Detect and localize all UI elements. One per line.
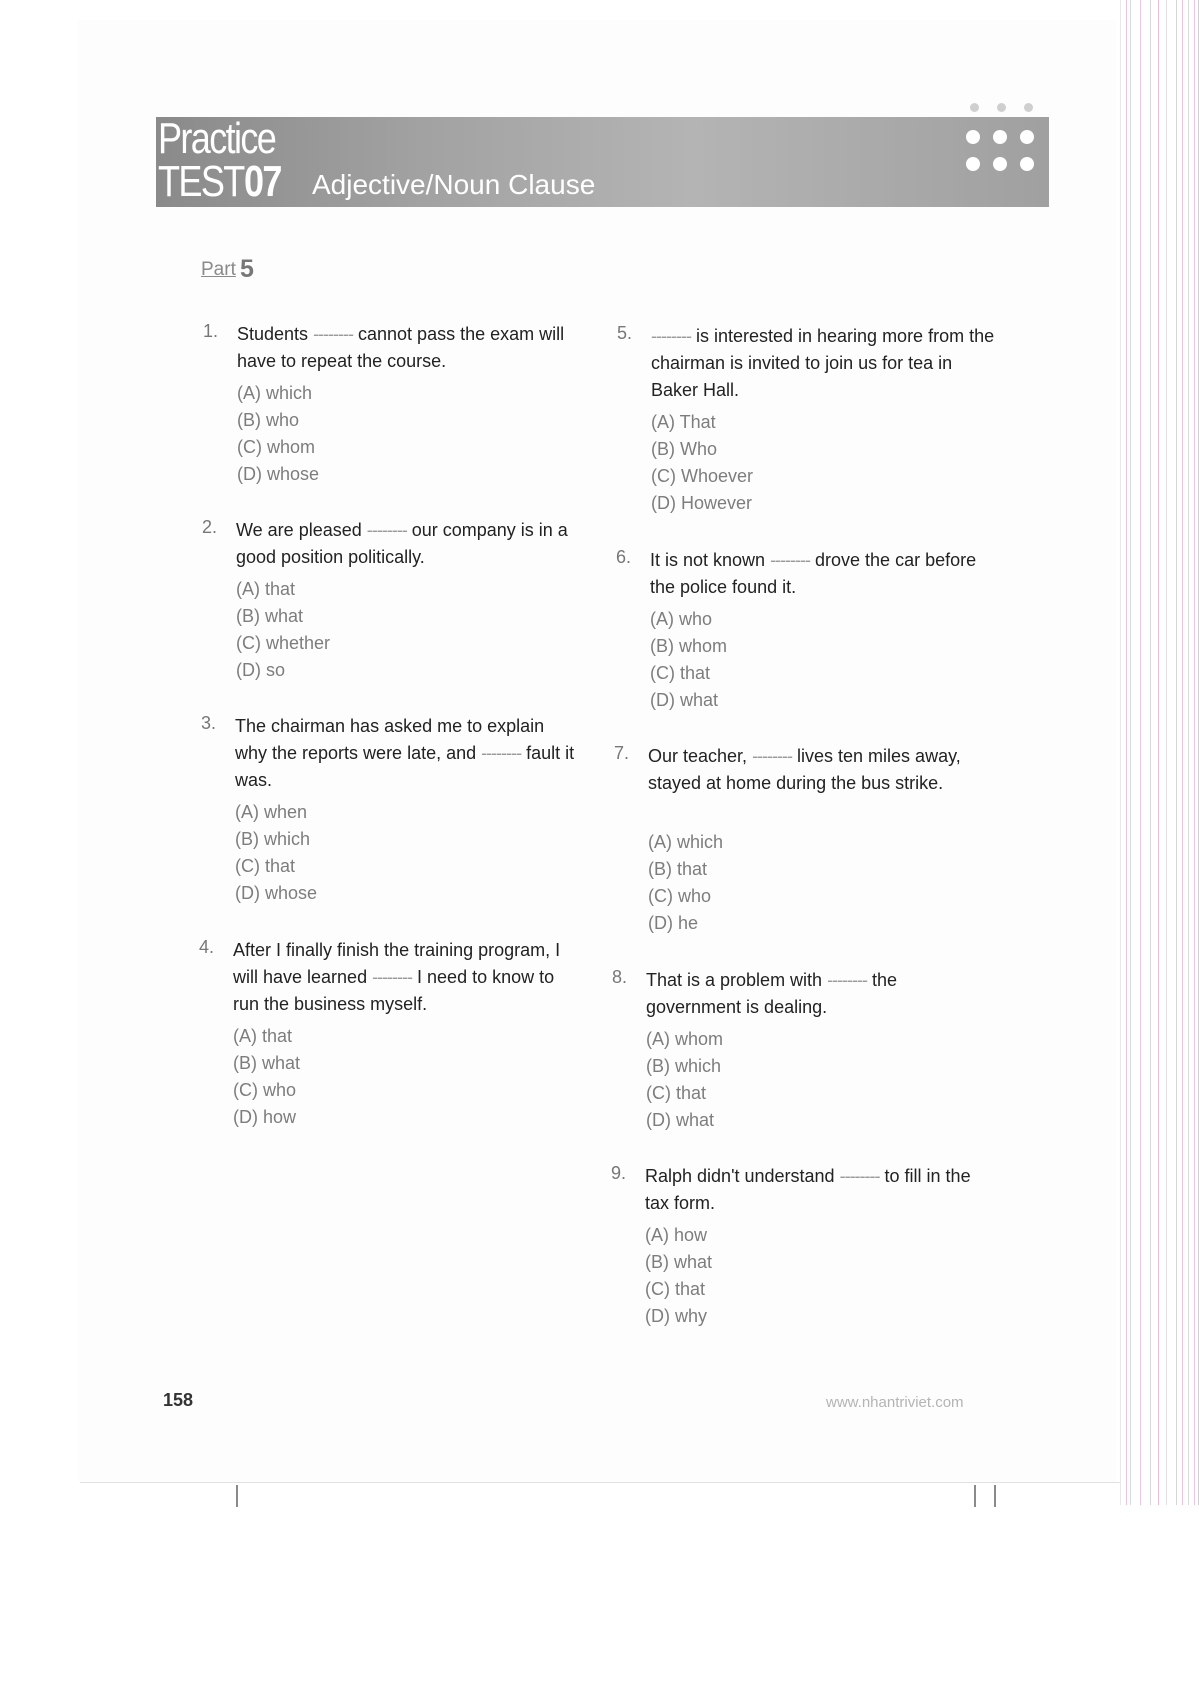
option-a[interactable]: (A) That [651,412,716,432]
answer-options [237,380,319,488]
answer-options [235,799,317,907]
option-b[interactable]: (B) which [646,1056,722,1076]
header-subtitle: Adjective/Noun Clause [312,169,596,200]
question-text [645,1163,990,1217]
answer-blank: -------- [313,324,354,344]
answer-blank: -------- [827,970,868,990]
question-number: 5. [617,323,633,343]
option-a[interactable]: (A) who [650,609,713,629]
option-c[interactable]: (C) that [650,663,711,683]
question-text-before: Ralph didn't understand [645,1166,840,1186]
option-b[interactable]: (B) who [237,410,300,430]
option-d[interactable]: (D) he [648,913,699,933]
option-b[interactable]: (B) whom [650,636,728,656]
option-d[interactable]: (D) whose [237,464,320,484]
question-text-before: It is not known [650,550,771,570]
question-text [650,547,995,601]
question-text-before: That is a problem with [646,970,828,990]
question-text-after: I need to know to run the business myself. [233,967,555,1014]
question-text-after: our company is in a good position politically. [236,520,568,567]
part-label-text: Part [201,259,236,280]
option-d[interactable]: (D) what [650,690,719,710]
option-c[interactable]: (C) that [646,1083,707,1103]
answer-options [648,829,723,937]
header-practice-text: Practice [158,114,276,163]
option-b[interactable]: (B) Who [651,439,718,459]
question-number: 1. [203,321,219,341]
answer-options [645,1222,712,1330]
question-text [236,517,581,571]
answer-options [650,606,727,714]
option-c[interactable]: (C) who [648,886,712,906]
option-b[interactable]: (B) that [648,859,708,879]
option-c[interactable]: (C) that [235,856,296,876]
answer-blank: -------- [839,1166,880,1186]
option-c[interactable]: (C) who [233,1080,297,1100]
answer-options [236,576,330,684]
option-a[interactable]: (A) when [235,802,308,822]
question-text-after: the government is dealing. [646,970,898,1017]
question-number: 6. [616,547,632,567]
crop-mark-left [236,1485,238,1507]
option-a[interactable]: (A) that [233,1026,293,1046]
question-text-before: Our teacher, [648,746,753,766]
answer-blank: -------- [770,550,811,570]
question-text-before: We are pleased [236,520,367,540]
answer-options [651,409,753,517]
option-a[interactable]: (A) which [648,832,724,852]
answer-blank: -------- [651,326,691,346]
answer-blank: -------- [366,520,407,540]
option-a[interactable]: (A) how [645,1225,708,1245]
binder-edge-lines [1118,0,1200,1505]
question-text [646,967,991,1021]
crop-mark-right-1 [974,1485,976,1507]
question-number: 7. [614,743,630,763]
option-b[interactable]: (B) what [236,606,304,626]
header-test-number: 07 [244,157,281,206]
answer-blank: -------- [372,967,413,987]
question-number: 3. [201,713,217,733]
option-a[interactable]: (A) whom [646,1029,724,1049]
decorative-dots-top [968,100,1038,114]
question-text-after: drove the car before the police found it. [650,550,977,597]
option-c[interactable]: (C) whom [237,437,316,457]
part-number: 5 [240,255,254,283]
question-text-after: to fill in the tax form. [645,1166,971,1213]
question-text [651,323,996,404]
question-number: 8. [612,967,628,987]
header-banner [156,114,1049,207]
option-a[interactable]: (A) which [237,383,313,403]
part-label [201,259,236,281]
header-test-text: TEST [158,157,244,206]
question-text-after: lives ten miles away, stayed at home during the bus strike. [648,746,961,793]
question-number: 2. [202,517,218,537]
option-a[interactable]: (A) that [236,579,296,599]
publisher-website: www.nhantriviet.com [826,1394,964,1411]
bottom-divider [80,1482,1120,1483]
answer-blank: -------- [752,746,793,766]
answer-options [646,1026,723,1134]
option-b[interactable]: (B) what [233,1053,301,1073]
question-text [648,743,993,797]
option-c[interactable]: (C) Whoever [651,466,754,486]
option-d[interactable]: (D) whose [235,883,318,903]
option-b[interactable]: (B) which [235,829,311,849]
option-d[interactable]: (D) so [236,660,285,680]
question-text-after: is interested in hearing more from the chairman is invited to join us for tea in Baker Hall. [651,326,995,400]
question-text [235,713,580,794]
question-number: 4. [199,937,215,957]
question-text [233,937,583,1018]
page-number: 158 [163,1390,194,1410]
option-d[interactable]: (D) why [645,1306,707,1326]
answer-blank: -------- [481,743,522,763]
question-text [237,321,582,375]
question-text-before: After I finally finish the training program, I will have learned [233,940,561,987]
crop-mark-right-2 [994,1485,996,1507]
option-d[interactable]: (D) However [651,493,753,513]
answer-options [233,1023,300,1131]
question-text-before: Students [237,324,314,344]
option-d[interactable]: (D) how [233,1107,297,1127]
option-b[interactable]: (B) what [645,1252,713,1272]
option-c[interactable]: (C) that [645,1279,706,1299]
option-d[interactable]: (D) what [646,1110,715,1130]
question-text-after: fault it was. [235,743,575,790]
option-c[interactable]: (C) whether [236,633,331,653]
question-text-before: The chairman has asked me to explain why the reports were late, and [235,716,545,763]
decorative-dots-banner [962,124,1042,172]
question-text-after: cannot pass the exam will have to repeat the course. [237,324,565,371]
question-number: 9. [611,1163,627,1183]
